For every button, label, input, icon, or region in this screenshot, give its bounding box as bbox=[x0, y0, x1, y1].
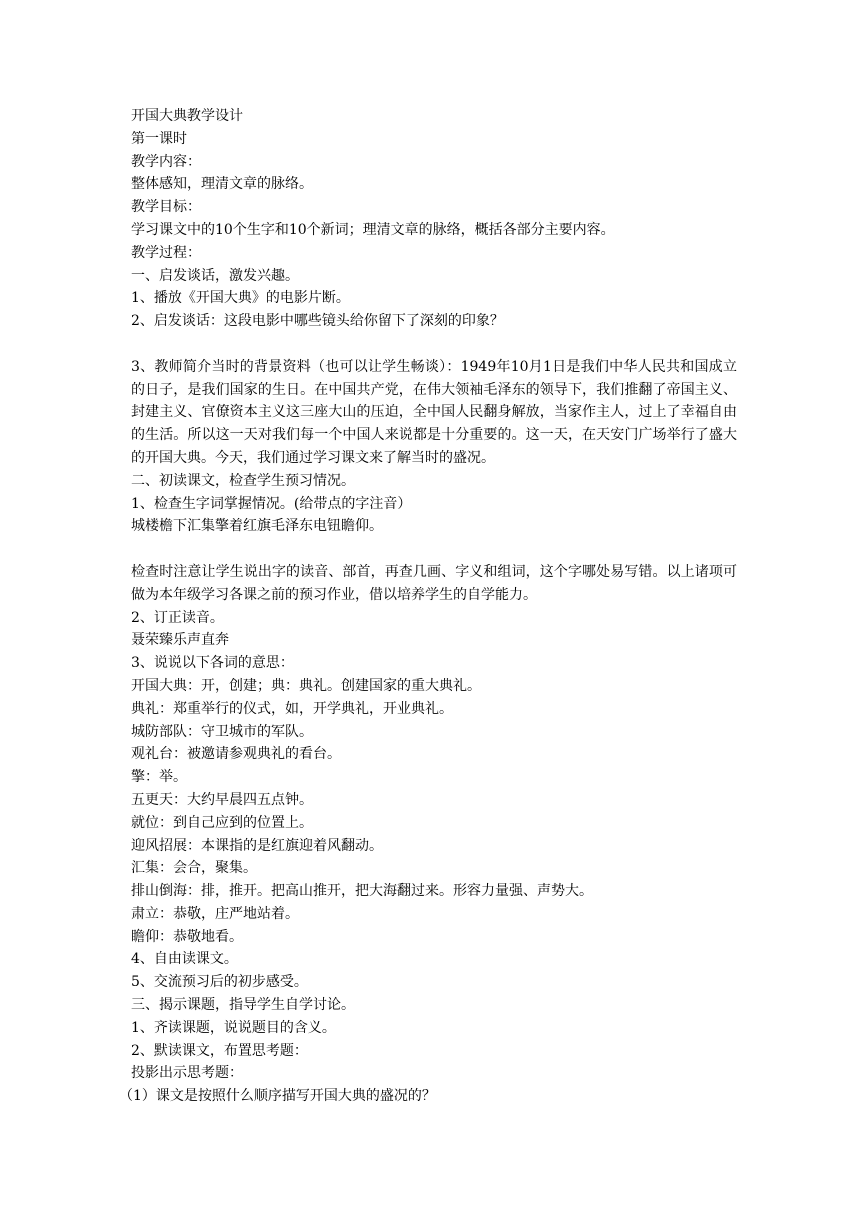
section-3-projection: 投影出示思考题： bbox=[131, 1065, 243, 1082]
section-3-item-2: 2、默读课文，布置思考题： bbox=[131, 1042, 308, 1059]
section-1-title: 一、启发谈话，激发兴趣。 bbox=[131, 267, 299, 284]
word-definition: 瞻仰：恭敬地看。 bbox=[131, 928, 243, 945]
blank-line bbox=[131, 333, 737, 356]
section-2-characters-2: 聂荣臻乐声直奔 bbox=[131, 632, 229, 649]
word-definition: 擎：举。 bbox=[131, 769, 187, 786]
lesson-label: 第一课时 bbox=[131, 130, 187, 147]
word-definition: 就位：到自己应到的位置上。 bbox=[131, 814, 313, 831]
word-definition: 开国大典：开，创建；典：典礼。创建国家的重大典礼。 bbox=[131, 677, 481, 694]
section-2-item-4: 4、自由读课文。 bbox=[131, 951, 238, 968]
section-2-characters-1: 城楼檐下汇集擎着红旗毛泽东电钮瞻仰。 bbox=[131, 518, 383, 535]
document-body bbox=[119, 105, 737, 1108]
content-label: 教学内容： bbox=[131, 153, 201, 170]
section-2-title: 二、初读课文，检查学生预习情况。 bbox=[131, 472, 355, 489]
section-1-item-3: 3、教师简介当时的背景资料（也可以让学生畅谈）：1949年10月1日是我们中华人民共和国成立的日子，是我们国家的生日。在中国共产党，在伟大领袖毛泽东的领导下，我们推翻了帝国主义、封建主义、官僚资本主义这三座大山的压迫，全中国人民翻身解放，当家作主人，过上了幸福自由的生活。所以这一天对我们每一个中国人来说都是十分重要的。这一天，在天安门广场举行了盛大的开国大典。今天，我们通过学习课文来了解当时的盛况。 bbox=[131, 358, 737, 466]
section-1-item-1: 1、播放《开国大典》的电影片断。 bbox=[131, 290, 350, 307]
content-text: 整体感知，理清文章的脉络。 bbox=[131, 176, 313, 193]
section-3-title: 三、揭示课题，指导学生自学讨论。 bbox=[131, 997, 355, 1014]
word-definition: 五更天：大约早晨四五点钟。 bbox=[131, 791, 313, 808]
section-3-item-1: 1、齐读课题，说说题目的含义。 bbox=[131, 1019, 336, 1036]
section-2-item-1: 1、检查生字词掌握情况。(给带点的字注音） bbox=[131, 495, 412, 512]
goal-text: 学习课文中的10个生字和10个新词；理清文章的脉络，概括各部分主要内容。 bbox=[131, 221, 615, 238]
process-label: 教学过程： bbox=[131, 244, 201, 261]
word-definition: 肃立：恭敬，庄严地站着。 bbox=[131, 905, 299, 922]
section-2-item-2: 2、订正读音。 bbox=[131, 609, 224, 626]
section-2-note: 检查时注意让学生说出字的读音、部首，再查几画、字义和组词，这个字哪处易写错。以上诸项可做为本年级学习各课之前的预习作业，借以培养学生的自学能力。 bbox=[131, 563, 737, 603]
section-1-item-2: 2、启发谈话：这段电影中哪些镜头给你留下了深刻的印象？ bbox=[131, 313, 504, 330]
blank-line bbox=[131, 538, 737, 561]
word-definition: 典礼：郑重举行的仪式，如，开学典礼，开业典礼。 bbox=[131, 700, 453, 717]
word-definition: 城防部队：守卫城市的军队。 bbox=[131, 723, 313, 740]
section-2-item-5: 5、交流预习后的初步感受。 bbox=[131, 974, 308, 991]
section-2-item-3: 3、说说以下各词的意思： bbox=[131, 655, 294, 672]
word-definition: 观礼台：被邀请参观典礼的看台。 bbox=[131, 746, 341, 763]
word-definition: 迎风招展：本课指的是红旗迎着风翻动。 bbox=[131, 837, 383, 854]
word-definition: 排山倒海：排，推开。把高山推开，把大海翻过来。形容力量强、声势大。 bbox=[131, 883, 593, 900]
document-title: 开国大典教学设计 bbox=[131, 108, 243, 124]
section-3-question-1: （1）课文是按照什么顺序描写开国大典的盛况的？ bbox=[119, 1088, 436, 1105]
goal-label: 教学目标： bbox=[131, 199, 201, 216]
word-definition: 汇集：会合，聚集。 bbox=[131, 860, 257, 877]
